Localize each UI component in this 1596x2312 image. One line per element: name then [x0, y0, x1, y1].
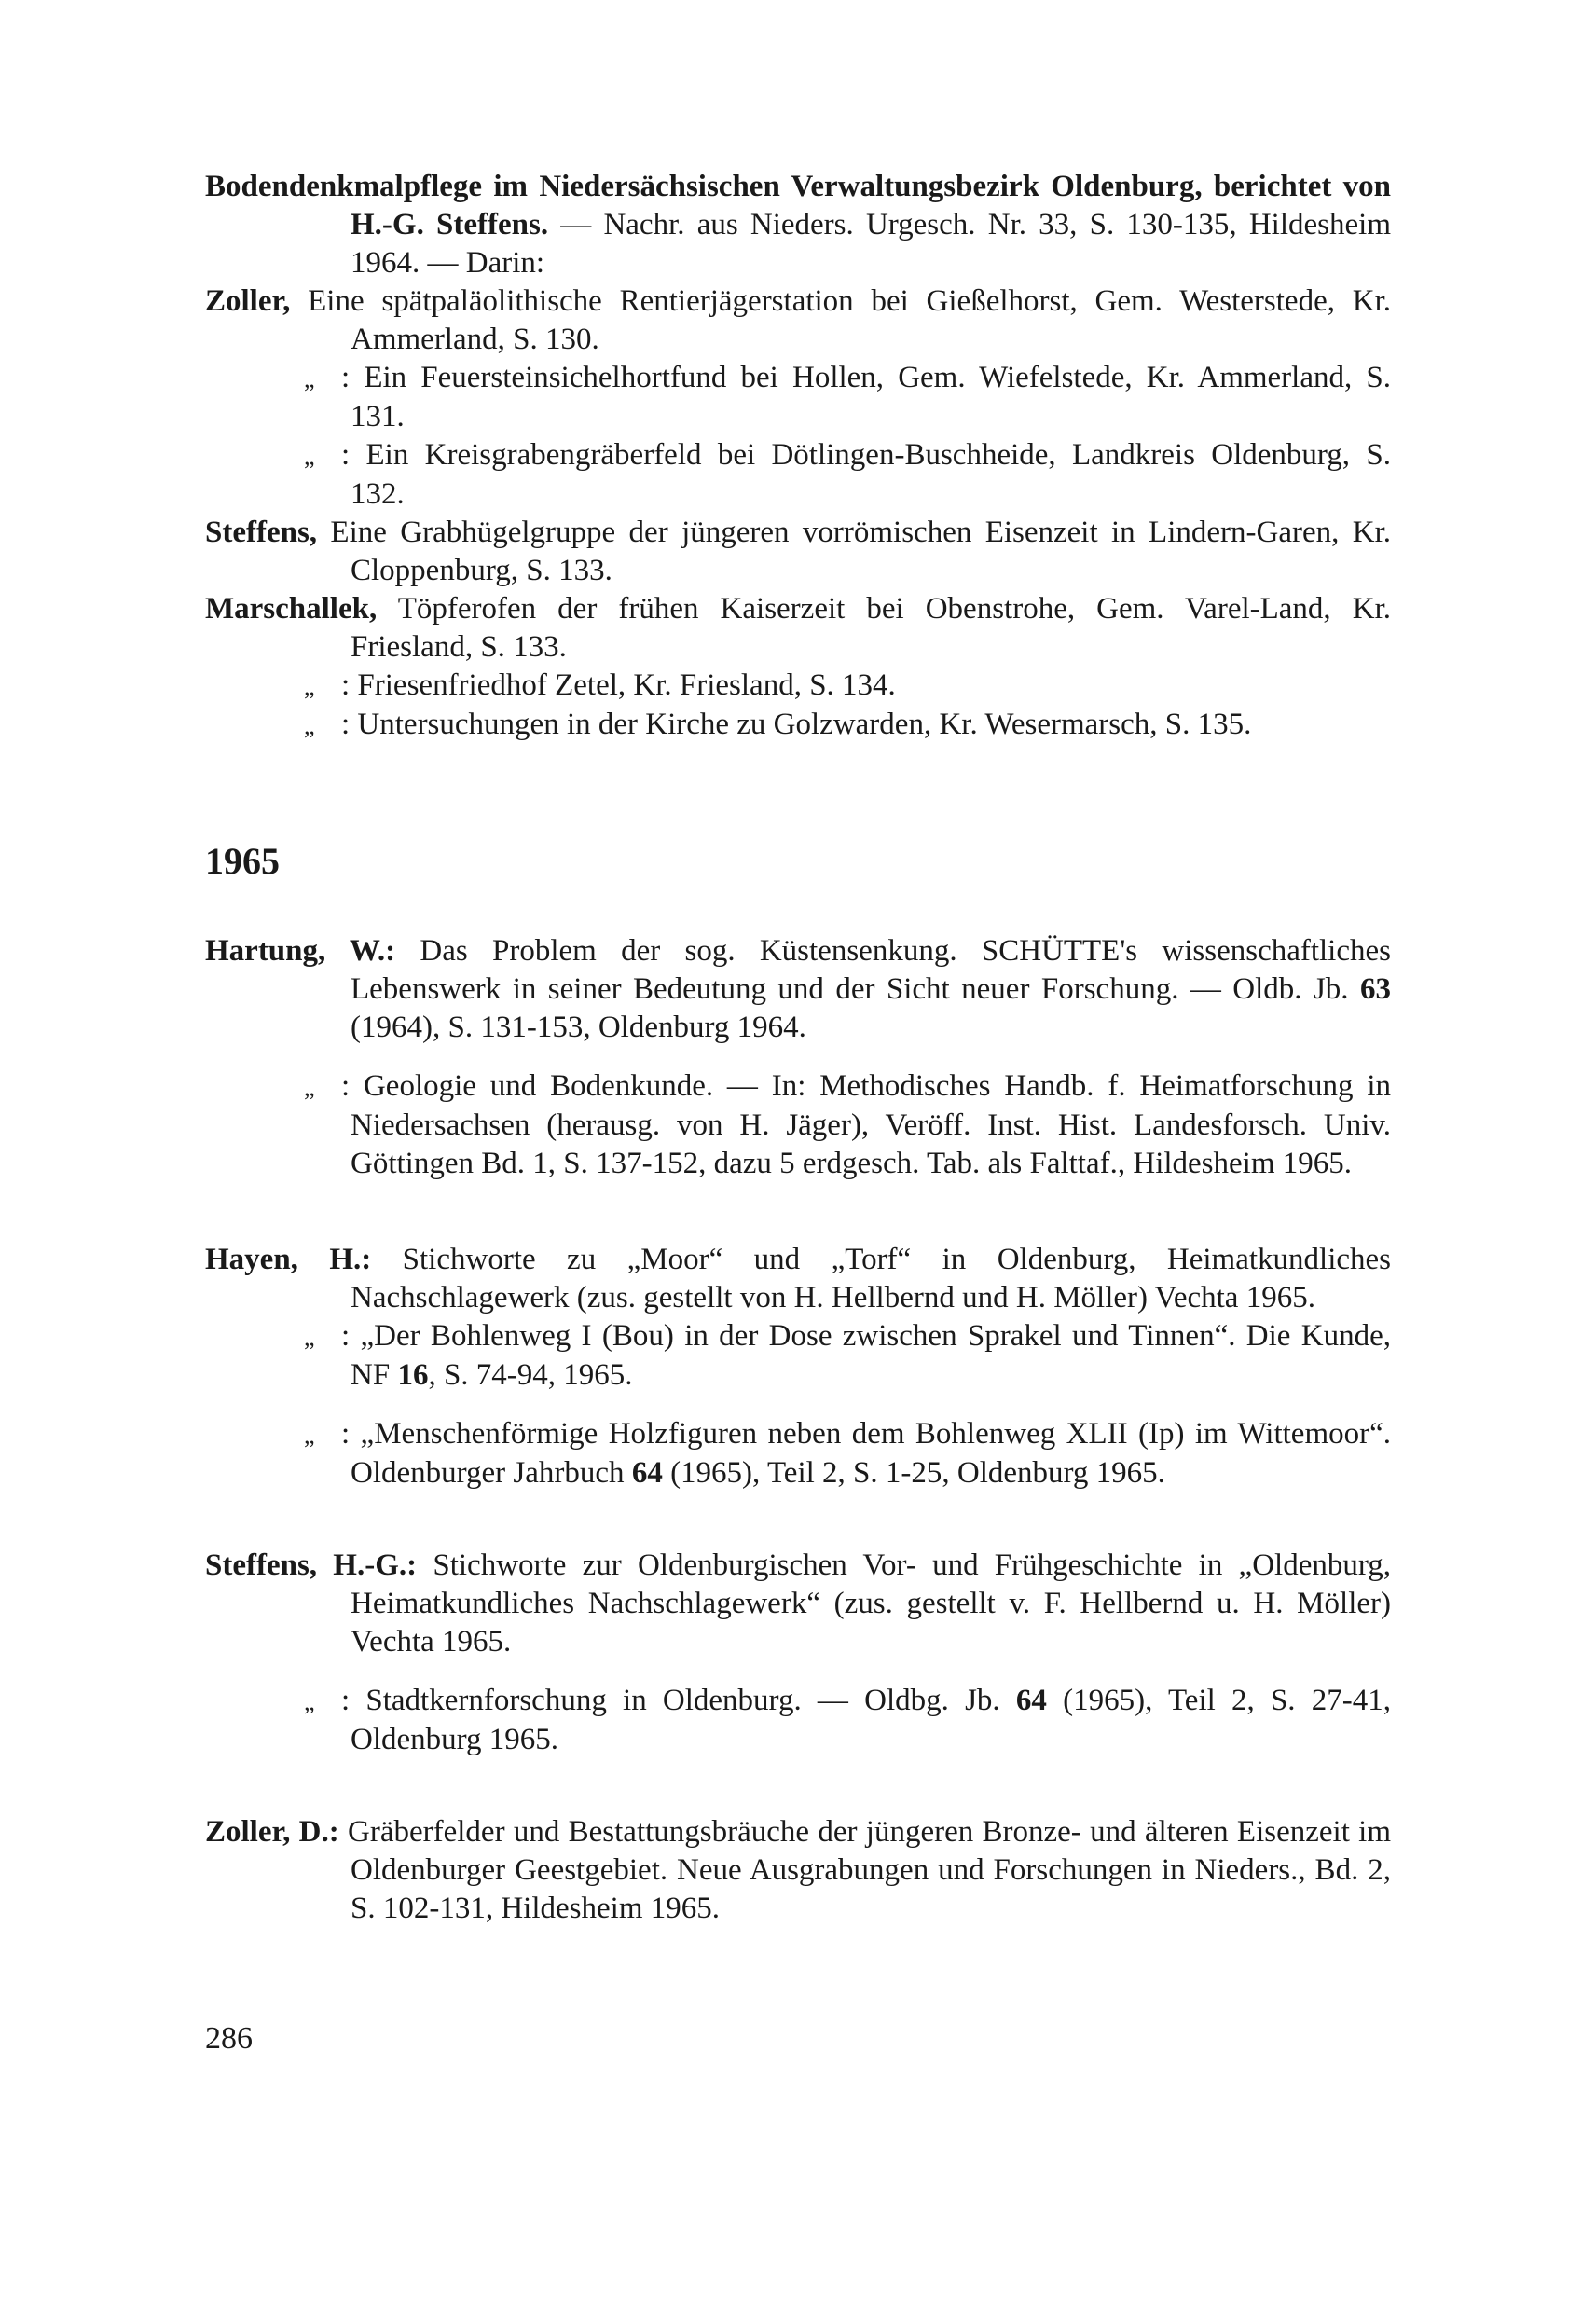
- author-name: Zoller, D.:: [205, 1815, 339, 1849]
- report-source: — Nachr. aus Nieders. Urgesch. Nr. 33, S. 130-135, Hildesheim 1964. — Darin:: [351, 208, 1391, 280]
- entry-marschallek-2: [205, 667, 1391, 706]
- entry-text: Stichworte zu „Moor“ und „Torf“ in Oldenburg, Heimatkundliches Nachschlagewerk (zus. gestellt von H. Hellbernd und H. Möller) Vechta 1965.: [351, 1243, 1392, 1314]
- ditto-mark: „: [304, 1324, 315, 1351]
- page-content: [205, 168, 1392, 1925]
- entry-steffens-1965-1: [205, 1547, 1391, 1661]
- entry-text: (1965), Teil 2, S. 1-25, Oldenburg 1965.: [662, 1456, 1165, 1490]
- entry-text: Das Problem der sog. Küstensenkung. SCHÜTTE's wissenschaftliches Lebenswerk in seiner Bedeutung und der Sicht neuer Forschung. — Oldb. Jb.: [351, 934, 1391, 1006]
- entry-text: : Geologie und Bodenkunde. — In: Methodisches Handb. f. Heimatforschung in Niedersachsen (herausg. von H. Jäger), Veröff. Inst. Hist. Landesforsch. Univ. Göttingen Bd. 1, S. 137-152, dazu 5 erdgesch. Tab. als Falttaf., Hildesheim 1965.: [341, 1069, 1391, 1180]
- entry-hartung-1: [205, 932, 1391, 1047]
- author-name: Zoller,: [205, 284, 291, 318]
- entry-marschallek-1: [205, 590, 1391, 667]
- author-name: Marschallek,: [205, 592, 378, 626]
- entry-steffens-1: [205, 514, 1391, 590]
- ditto-mark: „: [304, 1688, 315, 1715]
- entry-text: : „Menschenförmige Holzfiguren neben dem Bohlenweg XLII (Ip) im Wittemoor“. Oldenburger Jahrbuch: [341, 1417, 1391, 1490]
- author-name: Steffens,: [205, 516, 318, 549]
- page-number: 286: [205, 2021, 253, 2056]
- bibliography-1965: [205, 932, 1391, 1928]
- entry-text: Stichworte zur Oldenburgischen Vor- und Frühgeschichte in „Oldenburg, Heimatkundliches Nachschlagewerk“ (zus. gestellt v. F. Hellbernd u. H. Möller) Vechta 1965.: [351, 1548, 1391, 1658]
- entry-text: : Friesenfriedhof Zetel, Kr. Friesland, S. 134.: [341, 668, 896, 702]
- entry-zoller-3: [205, 436, 1391, 514]
- year-heading: 1965: [205, 840, 280, 882]
- entry-text: Eine Grabhügelgruppe der jüngeren vorrömischen Eisenzeit in Lindern-Garen, Kr. Cloppenburg, S. 133.: [317, 516, 1391, 587]
- ditto-mark: „: [304, 712, 315, 739]
- entry-text: : Stadtkernforschung in Oldenburg. — Oldbg. Jb.: [341, 1684, 1016, 1717]
- entry-text: (1964), S. 131-153, Oldenburg 1964.: [351, 1011, 806, 1044]
- entry-zoller-2: [205, 359, 1391, 436]
- entry-text: : Ein Kreisgrabengräberfeld bei Dötlingen-Buschheide, Landkreis Oldenburg, S. 132.: [341, 438, 1391, 511]
- entry-marschallek-3: [205, 706, 1391, 745]
- ditto-mark: „: [304, 1422, 315, 1449]
- report-header: [205, 168, 1391, 282]
- ditto-mark: „: [304, 673, 315, 700]
- volume-number: 64: [1015, 1684, 1047, 1717]
- author-name: Steffens, H.-G.:: [205, 1548, 418, 1582]
- entry-hayen-3: [205, 1415, 1391, 1493]
- entry-text: : Ein Feuersteinsichelhortfund bei Hollen, Gem. Wiefelstede, Kr. Ammerland, S. 131.: [341, 361, 1391, 434]
- entry-hayen-1: [205, 1241, 1391, 1317]
- volume-number: 16: [397, 1358, 429, 1392]
- entry-text: : „Der Bohlenweg I (Bou) in der Dose zwischen Sprakel und Tinnen“. Die Kunde, NF: [341, 1319, 1391, 1392]
- ditto-mark: „: [304, 1074, 315, 1101]
- volume-number: 63: [1360, 972, 1391, 1006]
- author-name: Hayen, H.:: [205, 1243, 372, 1276]
- entry-text: : Untersuchungen in der Kirche zu Golzwarden, Kr. Wesermarsch, S. 135.: [341, 708, 1252, 741]
- entry-hartung-2: [205, 1067, 1391, 1183]
- ditto-mark: „: [304, 365, 315, 392]
- report-block: [205, 168, 1391, 745]
- entry-steffens-1965-2: [205, 1682, 1391, 1759]
- entry-text: Töpferofen der frühen Kaiserzeit bei Obenstrohe, Gem. Varel-Land, Kr. Friesland, S. 133.: [351, 592, 1391, 664]
- volume-number: 64: [631, 1456, 663, 1490]
- entry-text: Eine spätpaläolithische Rentierjägerstation bei Gießelhorst, Gem. Westerstede, Kr. Ammerland, S. 130.: [290, 284, 1391, 356]
- entry-text: Gräberfelder und Bestattungsbräuche der jüngeren Bronze- und älteren Eisenzeit im Oldenburger Geestgebiet. Neue Ausgrabungen und Forschungen in Nieders., Bd. 2, S. 102-131, Hildesheim 1965.: [338, 1815, 1391, 1925]
- ditto-mark: „: [304, 443, 315, 470]
- entry-zoller-1965: [205, 1813, 1391, 1928]
- entry-text: (1965), Teil 2, S. 27-41, Oldenburg 1965.: [351, 1684, 1392, 1756]
- entry-text: , S. 74-94, 1965.: [428, 1358, 633, 1392]
- entry-zoller-1: [205, 282, 1391, 359]
- report-title: Bodendenkmalpflege im Niedersächsischen Verwaltungsbezirk Oldenburg, berichtet von H.-G. Steffens.: [205, 170, 1391, 241]
- author-name: Hartung, W.:: [205, 934, 396, 968]
- entry-hayen-2: [205, 1317, 1391, 1395]
